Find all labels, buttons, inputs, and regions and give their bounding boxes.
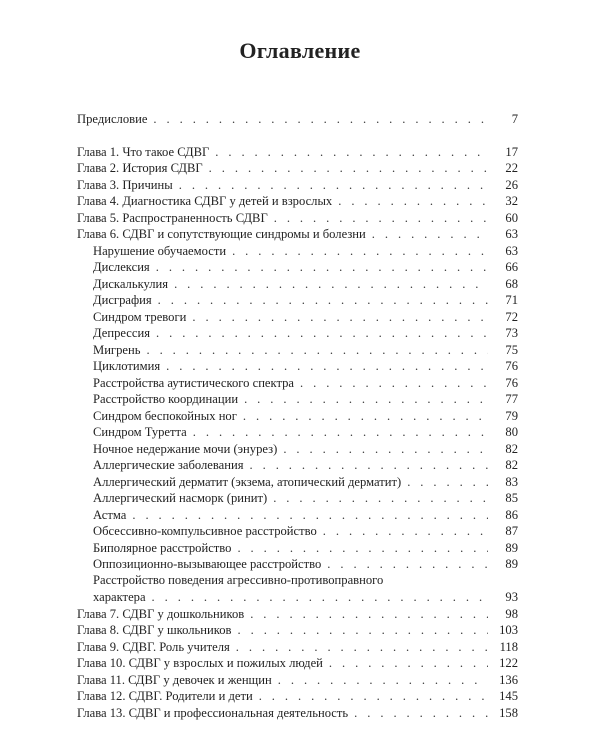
toc-page-number: 118 xyxy=(499,639,518,654)
dot-leader xyxy=(250,457,489,473)
toc-subentry[interactable] xyxy=(93,490,518,507)
dot-leader xyxy=(236,639,488,655)
toc-entry-label: Глава 10. СДВГ у взрослых и пожилых людей xyxy=(77,656,323,671)
toc-entry-label: Глава 13. СДВГ и профессиональная деятельность xyxy=(77,705,349,720)
dot-leader xyxy=(192,309,488,325)
toc-page-number: 89 xyxy=(505,540,518,555)
toc-entry-label: Расстройства аутистического спектра xyxy=(93,375,295,390)
toc-subentry[interactable] xyxy=(93,556,518,573)
dot-leader xyxy=(407,474,488,490)
toc-entry-label: Дискалькулия xyxy=(93,276,169,291)
toc-entry-label: Глава 6. СДВГ и сопутствующие синдромы и болезни xyxy=(77,227,366,242)
page-title: Оглавление xyxy=(239,38,361,63)
toc-page-number: 17 xyxy=(505,144,518,159)
toc-subentry[interactable] xyxy=(93,539,518,556)
toc-subentry[interactable] xyxy=(93,358,518,375)
toc-page-number: 71 xyxy=(505,293,518,308)
toc-entry[interactable] xyxy=(77,655,518,672)
toc-subentry[interactable] xyxy=(93,523,518,540)
toc-subentry[interactable] xyxy=(93,325,518,342)
dot-leader xyxy=(152,589,488,605)
dot-leader xyxy=(156,325,488,341)
toc-page-number: 22 xyxy=(505,161,518,176)
toc-entry-label: Глава 12. СДВГ. Родители и дети xyxy=(77,689,253,704)
toc-subentry[interactable] xyxy=(93,424,518,441)
toc-entry-label: Глава 3. Причины xyxy=(77,177,173,192)
toc-entry[interactable] xyxy=(77,605,518,622)
toc-entry[interactable] xyxy=(77,193,518,210)
toc-entry[interactable] xyxy=(77,671,518,688)
toc-page-number: 7 xyxy=(511,111,518,126)
toc-page-number: 82 xyxy=(505,458,518,473)
toc-entry-label: характера xyxy=(93,590,146,605)
toc-page-number: 98 xyxy=(505,606,518,621)
toc-entry-label: Глава 2. История СДВГ xyxy=(77,161,203,176)
toc-page-number: 93 xyxy=(505,590,518,605)
toc-entry-label: Дислексия xyxy=(93,260,150,275)
dot-leader xyxy=(327,556,488,572)
toc-entry-label: Обсессивно-компульсивное расстройство xyxy=(93,524,317,539)
toc-subentry[interactable] xyxy=(93,374,518,391)
toc-entry-label: Аллергический насморк (ринит) xyxy=(93,491,268,506)
dot-leader xyxy=(237,540,488,556)
toc-entry-label: Глава 7. СДВГ у дошкольников xyxy=(77,606,245,621)
toc-entry[interactable] xyxy=(77,638,518,655)
toc-page-number: 103 xyxy=(499,623,518,638)
toc-entry-label: Депрессия xyxy=(93,326,150,341)
toc-page-number: 79 xyxy=(505,408,518,423)
toc-subentry[interactable] xyxy=(93,457,518,474)
dot-leader xyxy=(158,292,488,308)
toc-page-number: 87 xyxy=(505,524,518,539)
toc-page-number: 76 xyxy=(505,375,518,390)
toc-page-number: 83 xyxy=(505,474,518,489)
toc-page-number: 75 xyxy=(505,342,518,357)
toc-entry[interactable] xyxy=(77,704,518,721)
toc-page-number: 32 xyxy=(505,194,518,209)
toc-entry-label: Мигрень xyxy=(93,342,141,357)
toc-subentry[interactable] xyxy=(93,341,518,358)
dot-leader xyxy=(146,342,488,358)
dot-leader xyxy=(354,705,488,721)
dot-leader xyxy=(323,523,488,539)
toc-entry-label: Расстройство поведения агрессивно-противоправного xyxy=(93,573,384,587)
toc-entry-label: Биполярное расстройство xyxy=(93,540,232,555)
toc-entry-label: Глава 8. СДВГ у школьников xyxy=(77,623,232,638)
dot-leader xyxy=(329,655,488,671)
dot-leader xyxy=(215,144,488,160)
toc-entry-label: Глава 9. СДВГ. Роль учителя xyxy=(77,639,230,654)
toc-entry-label: Глава 4. Диагностика СДВГ у детей и взрослых xyxy=(77,194,333,209)
toc-subentry[interactable] xyxy=(93,506,518,523)
toc-page-number: 89 xyxy=(505,557,518,572)
dot-leader xyxy=(243,408,488,424)
toc-entry-label: Оппозиционно-вызывающее расстройство xyxy=(93,557,322,572)
dot-leader xyxy=(166,358,488,374)
toc-entry-label: Дисграфия xyxy=(93,293,152,308)
dot-leader xyxy=(156,259,488,275)
toc-entry[interactable] xyxy=(77,622,518,639)
toc-subentry[interactable] xyxy=(93,391,518,408)
toc-page-number: 80 xyxy=(505,425,518,440)
toc-page-number: 63 xyxy=(505,243,518,258)
toc-subentry[interactable] xyxy=(93,242,518,259)
toc-page-number: 72 xyxy=(505,309,518,324)
toc-subentry[interactable] xyxy=(93,308,518,325)
dot-leader xyxy=(278,672,488,688)
toc-entry-label: Синдром Туретта xyxy=(93,425,187,440)
dot-leader xyxy=(283,441,488,457)
dot-leader xyxy=(132,507,488,523)
toc-entry-label: Ночное недержание мочи (энурез) xyxy=(93,441,278,456)
toc-entry[interactable] xyxy=(77,209,518,226)
toc-page-number: 122 xyxy=(499,656,518,671)
dot-leader xyxy=(244,391,488,407)
dot-leader xyxy=(338,193,488,209)
toc-page-number: 86 xyxy=(505,507,518,522)
toc-page-number: 68 xyxy=(505,276,518,291)
toc-page-number: 76 xyxy=(505,359,518,374)
dot-leader xyxy=(174,276,488,292)
toc-entry-label: Синдром беспокойных ног xyxy=(93,408,237,423)
toc-entry[interactable] xyxy=(77,176,518,193)
toc-entry[interactable] xyxy=(77,226,518,243)
dot-leader xyxy=(153,111,488,127)
toc-subentry[interactable] xyxy=(93,275,518,292)
toc-page-number: 63 xyxy=(505,227,518,242)
toc-page-number: 145 xyxy=(499,689,518,704)
toc-entry-label: Синдром тревоги xyxy=(93,309,187,324)
toc-entry[interactable] xyxy=(77,110,518,127)
dot-leader xyxy=(232,243,488,259)
toc-entry[interactable] xyxy=(77,143,518,160)
dot-leader xyxy=(193,424,488,440)
toc-page-number: 77 xyxy=(505,392,518,407)
dot-leader xyxy=(300,375,488,391)
dot-leader xyxy=(238,622,489,638)
toc-subentry[interactable] xyxy=(93,407,518,424)
toc-page-number: 82 xyxy=(505,441,518,456)
toc-page-number: 60 xyxy=(505,210,518,225)
toc-entry-label: Нарушение обучаемости xyxy=(93,243,227,258)
toc-entry-label: Расстройство координации xyxy=(93,392,239,407)
toc-page-number: 66 xyxy=(505,260,518,275)
dot-leader xyxy=(273,490,488,506)
toc-entry-label: Астма xyxy=(93,507,127,522)
toc-entry[interactable] xyxy=(77,160,518,177)
toc-page-number: 85 xyxy=(505,491,518,506)
toc-subentry[interactable] xyxy=(93,292,518,309)
toc-page-number: 26 xyxy=(505,177,518,192)
toc-page-number: 158 xyxy=(499,705,518,720)
toc-page-number: 136 xyxy=(499,672,518,687)
toc-entry[interactable] xyxy=(77,688,518,705)
dot-leader xyxy=(259,688,488,704)
dot-leader xyxy=(372,226,488,242)
toc-entry-label: Циклотимия xyxy=(93,359,161,374)
dot-leader xyxy=(274,210,488,226)
dot-leader xyxy=(209,160,488,176)
toc-page-number: 73 xyxy=(505,326,518,341)
toc-subentry[interactable] xyxy=(93,589,518,606)
toc-subentry[interactable] xyxy=(93,473,518,490)
dot-leader xyxy=(179,177,488,193)
toc-subentry[interactable] xyxy=(93,259,518,276)
toc-entry-label: Глава 1. Что такое СДВГ xyxy=(77,144,210,159)
toc-subentry[interactable] xyxy=(93,440,518,457)
toc-entry-label: Аллергические заболевания xyxy=(93,458,244,473)
toc-entry-label: Аллергический дерматит (экзема, атопический дерматит) xyxy=(93,474,402,489)
toc-entry-label: Глава 5. Распространенность СДВГ xyxy=(77,210,268,225)
toc-entry-label: Предисловие xyxy=(77,111,148,126)
dot-leader xyxy=(250,606,488,622)
toc-entry-label: Глава 11. СДВГ у девочек и женщин xyxy=(77,672,272,687)
